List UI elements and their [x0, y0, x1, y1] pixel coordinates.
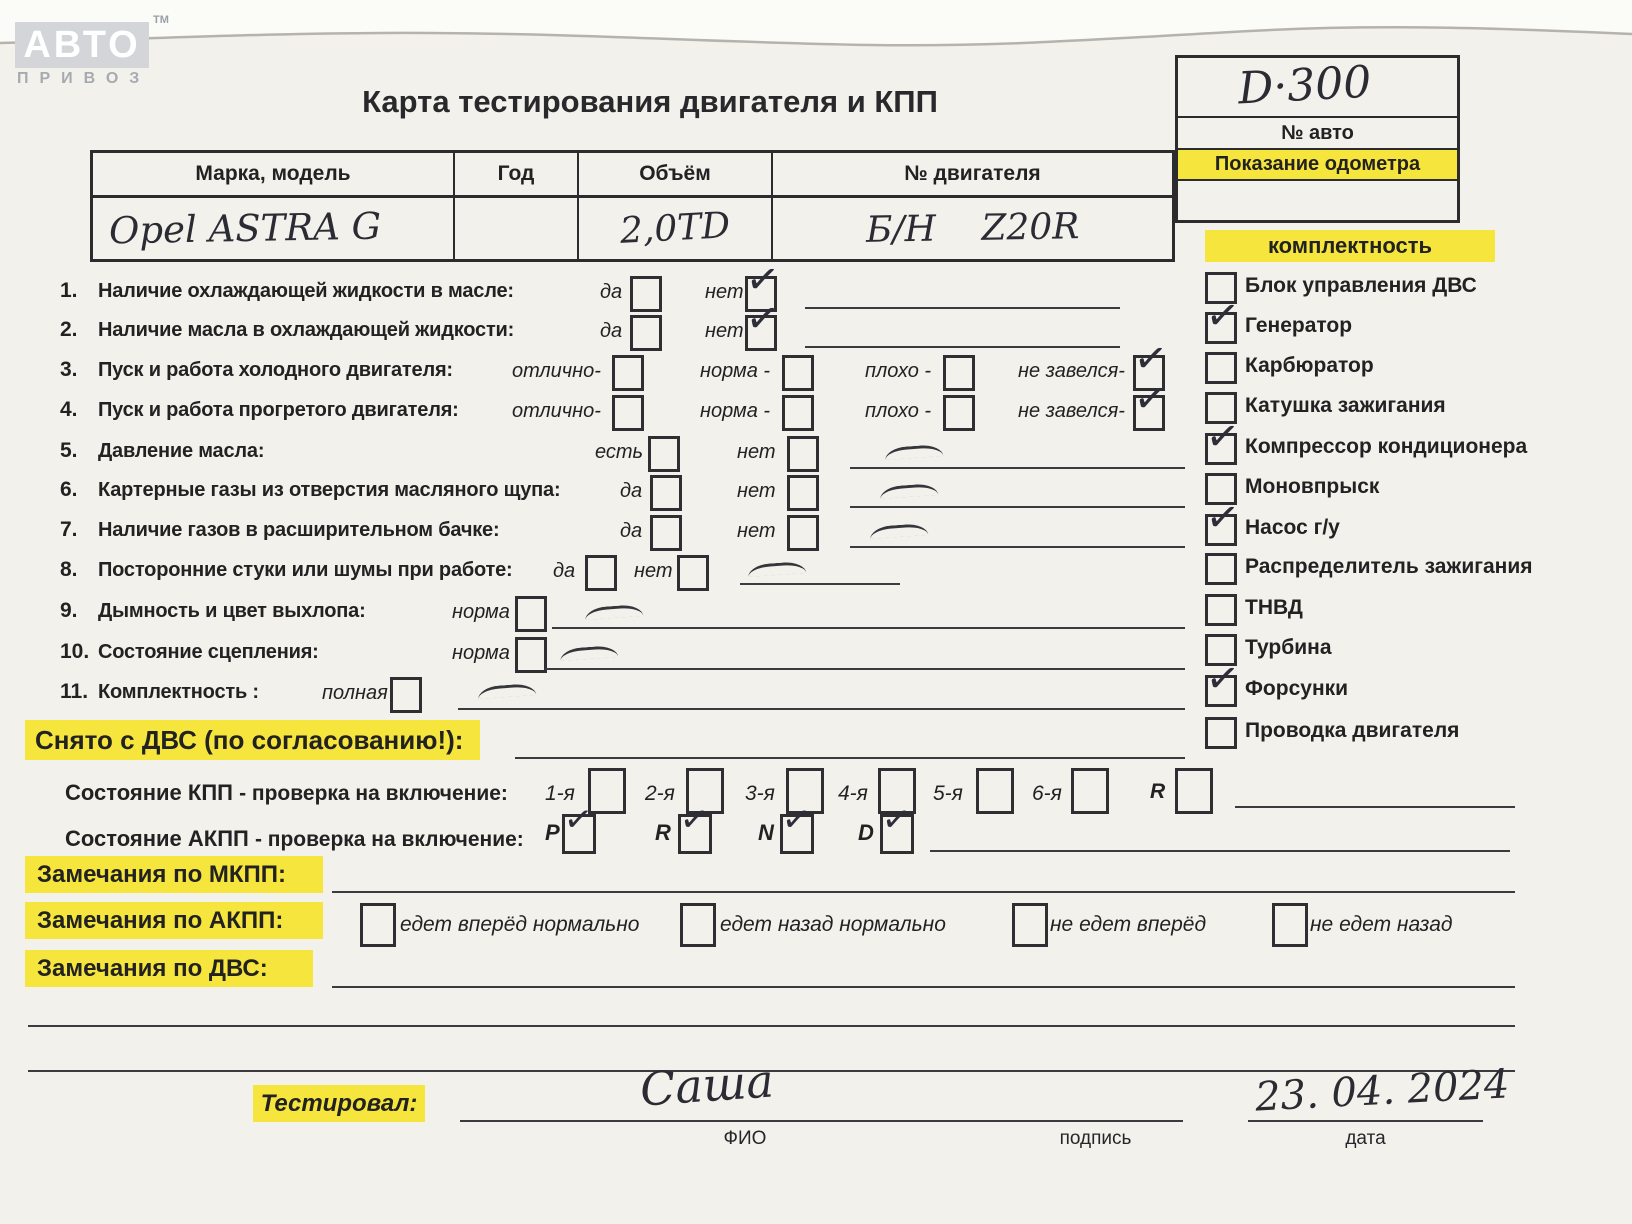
item-label: Посторонние стуки или шумы при работе:	[98, 559, 513, 581]
car-number-handwritten: D·300	[1236, 56, 1373, 115]
checkbox-ac-compressor[interactable]	[1205, 433, 1237, 465]
fill-line	[805, 346, 1120, 348]
option-label-ne-zavelsya: не завелся-	[1018, 400, 1125, 422]
odometer-value-cell	[1178, 181, 1457, 220]
akpp-option-label: не едет вперёд	[1050, 913, 1207, 936]
option-label-norma: норма	[452, 642, 510, 664]
option-label-norma: норма	[452, 601, 510, 623]
item-number: 7.	[60, 518, 78, 541]
gear-label-p: P	[545, 820, 560, 845]
option-label-otlichno: отлично-	[512, 360, 601, 382]
tested-by-label: Тестировал:	[253, 1085, 425, 1122]
remarks-akpp-label: Замечания по АКПП:	[25, 902, 323, 939]
gear-label-3: 3-я	[745, 782, 775, 805]
date-line	[1248, 1120, 1483, 1122]
equipment-row	[1205, 392, 1630, 426]
checkbox-gear-n[interactable]	[780, 814, 814, 854]
akpp-option-label: не едет назад	[1310, 913, 1453, 936]
item-label: Наличие охлаждающей жидкости в масле:	[98, 280, 514, 302]
checkbox-gear-d[interactable]	[880, 814, 914, 854]
equipment-row	[1205, 717, 1630, 751]
item-label: Комплектность :	[98, 681, 259, 703]
option-label-da: да	[620, 480, 643, 502]
checkbox-net[interactable]	[787, 515, 819, 551]
engine-number-handwritten: Б/Н Z20R	[865, 206, 1080, 251]
gear-label-r: R	[655, 820, 671, 845]
item-label: Дымность и цвет выхлопа:	[98, 600, 366, 622]
item-number: 6.	[60, 478, 78, 501]
equipment-label: Турбина	[1245, 636, 1332, 659]
signature-line	[1008, 1120, 1183, 1122]
gear-label-d: D	[858, 820, 874, 845]
checkmark-icon	[1204, 294, 1242, 338]
item-label: Картерные газы из отверстия масляного щупа:	[98, 479, 561, 501]
checkmark-icon	[780, 801, 812, 838]
checkbox-plokho[interactable]	[943, 395, 975, 431]
handwritten-dash	[560, 645, 619, 661]
vehicle-table	[90, 150, 1175, 262]
vehicle-table-values	[93, 198, 1172, 259]
equipment-header: комплектность	[1205, 230, 1495, 262]
checkbox-ne-zavelsya[interactable]	[1133, 395, 1165, 431]
checkmark-icon	[1204, 415, 1242, 459]
fill-line	[552, 627, 1185, 629]
odometer-label: Показание одометра	[1178, 150, 1457, 181]
remarks-mkpp-label: Замечания по МКПП:	[25, 856, 323, 893]
item-number: 4.	[60, 398, 78, 421]
checkbox-net[interactable]	[745, 315, 777, 351]
equipment-row	[1205, 433, 1630, 467]
gear-label-n: N	[758, 820, 774, 845]
fill-line	[850, 506, 1185, 508]
option-label-da: да	[600, 320, 623, 342]
checkbox-injectors[interactable]	[1205, 675, 1237, 707]
kpp-row	[0, 768, 1632, 814]
checkbox-norma[interactable]	[515, 596, 547, 632]
checkbox-no-back[interactable]	[1272, 903, 1308, 947]
fill-line	[515, 757, 1185, 759]
option-label-norma: норма -	[700, 360, 771, 382]
akpp-label: Состояние АКПП - проверка на включение:	[65, 826, 524, 851]
checkbox-norma[interactable]	[782, 395, 814, 431]
gear-label-6: 6-я	[1032, 782, 1062, 805]
checkbox-drives-back-ok[interactable]	[680, 903, 716, 947]
equipment-label: Распределитель зажигания	[1245, 555, 1533, 578]
option-label-da: да	[553, 560, 576, 582]
fill-line	[332, 986, 1515, 988]
equipment-row	[1205, 312, 1630, 346]
checkbox-injection-pump[interactable]	[1205, 594, 1237, 626]
item-number: 5.	[60, 439, 78, 462]
checkbox-gear-5[interactable]	[976, 768, 1014, 814]
gear-label-2: 2-я	[645, 782, 675, 805]
item-number: 8.	[60, 558, 78, 581]
fill-line	[458, 708, 1185, 710]
handwritten-dash	[885, 444, 944, 460]
car-number-box	[1175, 55, 1460, 223]
checkbox-net[interactable]	[677, 555, 709, 591]
volume-handwritten: 2,0TD	[618, 205, 732, 252]
checkmark-icon	[880, 801, 912, 838]
checkbox-engine-wiring[interactable]	[1205, 717, 1237, 749]
checkmark-icon	[1204, 657, 1242, 701]
item-label: Наличие газов в расширительном бачке:	[98, 519, 500, 541]
checkbox-da[interactable]	[650, 475, 682, 511]
equipment-row	[1205, 594, 1630, 628]
fill-line	[545, 668, 1185, 670]
handwritten-dash	[880, 483, 939, 499]
checkbox-da[interactable]	[630, 276, 662, 312]
option-label-net: нет	[705, 320, 744, 342]
item-number: 9.	[60, 599, 78, 622]
option-label-otlichno: отлично-	[512, 400, 601, 422]
option-label-ne-zavelsya: не завелся-	[1018, 360, 1125, 382]
equipment-row	[1205, 675, 1630, 709]
checkbox-carburetor[interactable]	[1205, 352, 1237, 384]
checkbox-gear-p[interactable]	[562, 814, 596, 854]
equipment-row	[1205, 272, 1630, 306]
fill-line	[850, 546, 1185, 548]
gear-label-4: 4-я	[838, 782, 868, 805]
equipment-label: Генератор	[1245, 314, 1353, 337]
header-make-model: Марка, модель	[93, 153, 455, 195]
equipment-label: ТНВД	[1245, 596, 1303, 619]
checkbox-est[interactable]	[648, 436, 680, 472]
checkbox-otlichno[interactable]	[612, 395, 644, 431]
checkbox-polnaya[interactable]	[390, 677, 422, 713]
option-label-da: да	[600, 281, 623, 303]
gear-label-5: 5-я	[933, 782, 963, 805]
equipment-label: Компрессор кондиционера	[1245, 435, 1528, 458]
equipment-row	[1205, 352, 1630, 386]
equipment-label: Проводка двигателя	[1245, 719, 1460, 742]
fill-line	[740, 583, 900, 585]
option-label-net: нет	[737, 441, 776, 463]
removed-from-engine-label: Снято с ДВС (по согласованию!):	[25, 720, 480, 760]
item-number: 2.	[60, 318, 78, 341]
vehicle-table-header	[93, 153, 1172, 198]
brand-logo	[15, 22, 149, 68]
equipment-label: Карбюратор	[1245, 354, 1374, 377]
fio-line	[460, 1120, 1030, 1122]
item-number: 10.	[60, 640, 90, 663]
handwritten-dash	[585, 604, 644, 620]
brand-logo-text: АВТО	[23, 24, 141, 66]
equipment-row	[1205, 553, 1630, 587]
option-label-net: нет	[737, 520, 776, 542]
checkmark-icon	[678, 801, 710, 838]
fill-line	[930, 850, 1510, 852]
item-number: 1.	[60, 279, 78, 302]
checkbox-net[interactable]	[787, 475, 819, 511]
checkbox-da[interactable]	[585, 555, 617, 591]
signature-label: подпись	[1059, 1128, 1132, 1149]
equipment-row	[1205, 514, 1630, 548]
checkbox-power-steering-pump[interactable]	[1205, 514, 1237, 546]
fill-line	[805, 307, 1120, 309]
item-label: Пуск и работа прогретого двигателя:	[98, 399, 459, 421]
checkmark-icon	[1132, 377, 1170, 421]
checkmark-icon	[1204, 496, 1242, 540]
checkbox-norma[interactable]	[782, 355, 814, 391]
option-label-plokho: плохо -	[865, 360, 932, 382]
akpp-option-label: едет вперёд нормально	[400, 913, 640, 936]
option-label-norma: норма -	[700, 400, 771, 422]
akpp-row	[0, 812, 1632, 858]
date-label: дата	[1345, 1128, 1386, 1149]
equipment-label: Катушка зажигания	[1245, 394, 1446, 417]
header-year: Год	[455, 153, 579, 195]
header-engine-number: № двигателя	[904, 162, 1041, 185]
fill-line	[28, 1025, 1515, 1027]
equipment-label: Форсунки	[1245, 677, 1349, 700]
make-model-handwritten: Opel ASTRA G	[108, 204, 382, 253]
item-number: 3.	[60, 358, 78, 381]
gear-label-1: 1-я	[545, 782, 575, 805]
item-label: Пуск и работа холодного двигателя:	[98, 359, 453, 381]
option-label-est: есть	[595, 441, 644, 463]
akpp-option-label: едет назад нормально	[720, 913, 946, 936]
option-label-net: нет	[634, 560, 673, 582]
checkbox-da[interactable]	[630, 315, 662, 351]
car-number-cell	[1178, 58, 1457, 118]
checkbox-net[interactable]	[787, 436, 819, 472]
fill-line	[332, 891, 1515, 893]
equipment-label: Насос г/у	[1245, 516, 1340, 539]
option-label-da: да	[620, 520, 643, 542]
handwritten-dash	[870, 523, 929, 539]
tester-name-handwritten: Саша	[638, 1053, 776, 1117]
date-handwritten: 23. 04. 2024	[1253, 1061, 1511, 1121]
checkbox-drives-forward-ok[interactable]	[360, 903, 396, 947]
checkbox-otlichno[interactable]	[612, 355, 644, 391]
checkbox-no-forward[interactable]	[1012, 903, 1048, 947]
checkbox-gear-6[interactable]	[1071, 768, 1109, 814]
car-number-label: № авто	[1178, 118, 1457, 150]
item-label: Состояние сцепления:	[98, 641, 319, 663]
checkbox-norma[interactable]	[515, 637, 547, 673]
item-label: Наличие масла в охлаждающей жидкости:	[98, 319, 515, 341]
checkbox-distributor[interactable]	[1205, 553, 1237, 585]
option-label-net: нет	[737, 480, 776, 502]
fill-line	[1235, 806, 1515, 808]
checkbox-da[interactable]	[650, 515, 682, 551]
form-title: Карта тестирования двигателя и КПП	[362, 84, 938, 119]
checkbox-gear-r[interactable]	[1175, 768, 1213, 814]
handwritten-dash	[478, 683, 537, 699]
remarks-dvs-label: Замечания по ДВС:	[25, 950, 313, 987]
checkbox-plokho[interactable]	[943, 355, 975, 391]
checkmark-icon	[744, 297, 782, 341]
checkbox-gear-r[interactable]	[678, 814, 712, 854]
item-number: 11.	[60, 680, 89, 703]
checkmark-icon	[562, 801, 594, 838]
kpp-label: Состояние КПП - проверка на включение:	[65, 780, 508, 805]
checkbox-generator[interactable]	[1205, 312, 1237, 344]
option-label-plokho: плохо -	[865, 400, 932, 422]
handwritten-dash	[748, 561, 807, 577]
option-label-polnaya: полная	[322, 682, 388, 704]
equipment-label: Блок управления ДВС	[1245, 274, 1477, 297]
equipment-row	[1205, 634, 1630, 668]
fio-label: ФИО	[723, 1128, 767, 1149]
option-label-net: нет	[705, 281, 744, 303]
header-volume: Объём	[579, 153, 773, 195]
equipment-label: Моновпрыск	[1245, 475, 1380, 498]
brand-logo-subtext: ПРИВОЗ	[17, 70, 151, 87]
item-label: Давление масла:	[98, 440, 265, 462]
gear-label-r: R	[1150, 780, 1166, 803]
fill-line	[850, 467, 1185, 469]
trademark-mark: ТМ	[153, 14, 169, 26]
equipment-row	[1205, 473, 1630, 507]
